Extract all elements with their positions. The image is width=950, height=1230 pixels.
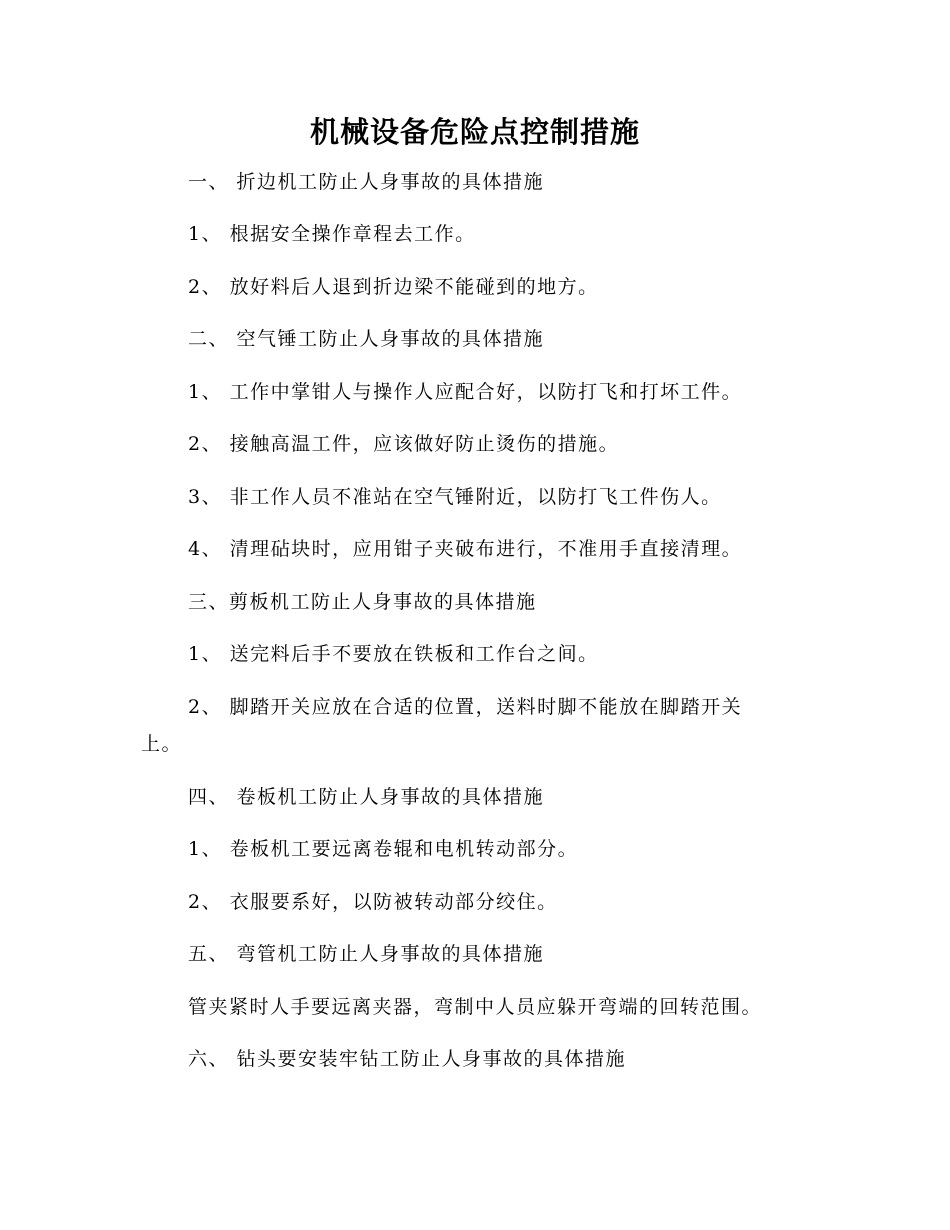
paragraph-item: 1、 送完料后手不要放在铁板和工作台之间。 [188,643,599,665]
paragraph-item: 3、 非工作人员不准站在空气锤附近，以防打飞工件伤人。 [188,486,722,508]
paragraph-item: 2、 放好料后人退到折边梁不能碰到的地方。 [188,276,599,298]
paragraph-item: 2、 接触高温工件，应该做好防止烫伤的措施。 [188,433,620,455]
section-heading-folding-machine: 一、 折边机工防止人身事故的具体措施 [188,171,545,193]
paragraph-item: 4、 清理砧块时，应用钳子夹破布进行，不准用手直接清理。 [188,538,743,560]
section-heading-pipe-bending-machine: 五、 弯管机工防止人身事故的具体措施 [188,943,545,965]
page-title: 机械设备危险点控制措施 [309,115,640,149]
paragraph-item: 1、 根据安全操作章程去工作。 [188,223,476,245]
section-heading-air-hammer: 二、 空气锤工防止人身事故的具体措施 [188,328,545,350]
section-heading-drilling: 六、 钻头要安装牢钻工防止人身事故的具体措施 [188,1048,627,1070]
paragraph-continuation: 上。 [141,733,183,755]
paragraph-item: 1、 卷板机工要远离卷辊和电机转动部分。 [188,838,579,860]
paragraph-item: 2、 脚踏开关应放在合适的位置，送料时脚不能放在脚踏开关 [188,696,743,718]
paragraph-item: 2、 衣服要系好，以防被转动部分绞住。 [188,891,558,913]
paragraph-item: 1、 工作中掌钳人与操作人应配合好，以防打飞和打坏工件。 [188,381,743,403]
section-heading-shearing-machine: 三、剪板机工防止人身事故的具体措施 [188,591,537,613]
section-heading-plate-rolling-machine: 四、 卷板机工防止人身事故的具体措施 [188,786,545,808]
paragraph-item: 管夹紧时人手要远离夹器，弯制中人员应躲开弯端的回转范围。 [188,996,763,1018]
